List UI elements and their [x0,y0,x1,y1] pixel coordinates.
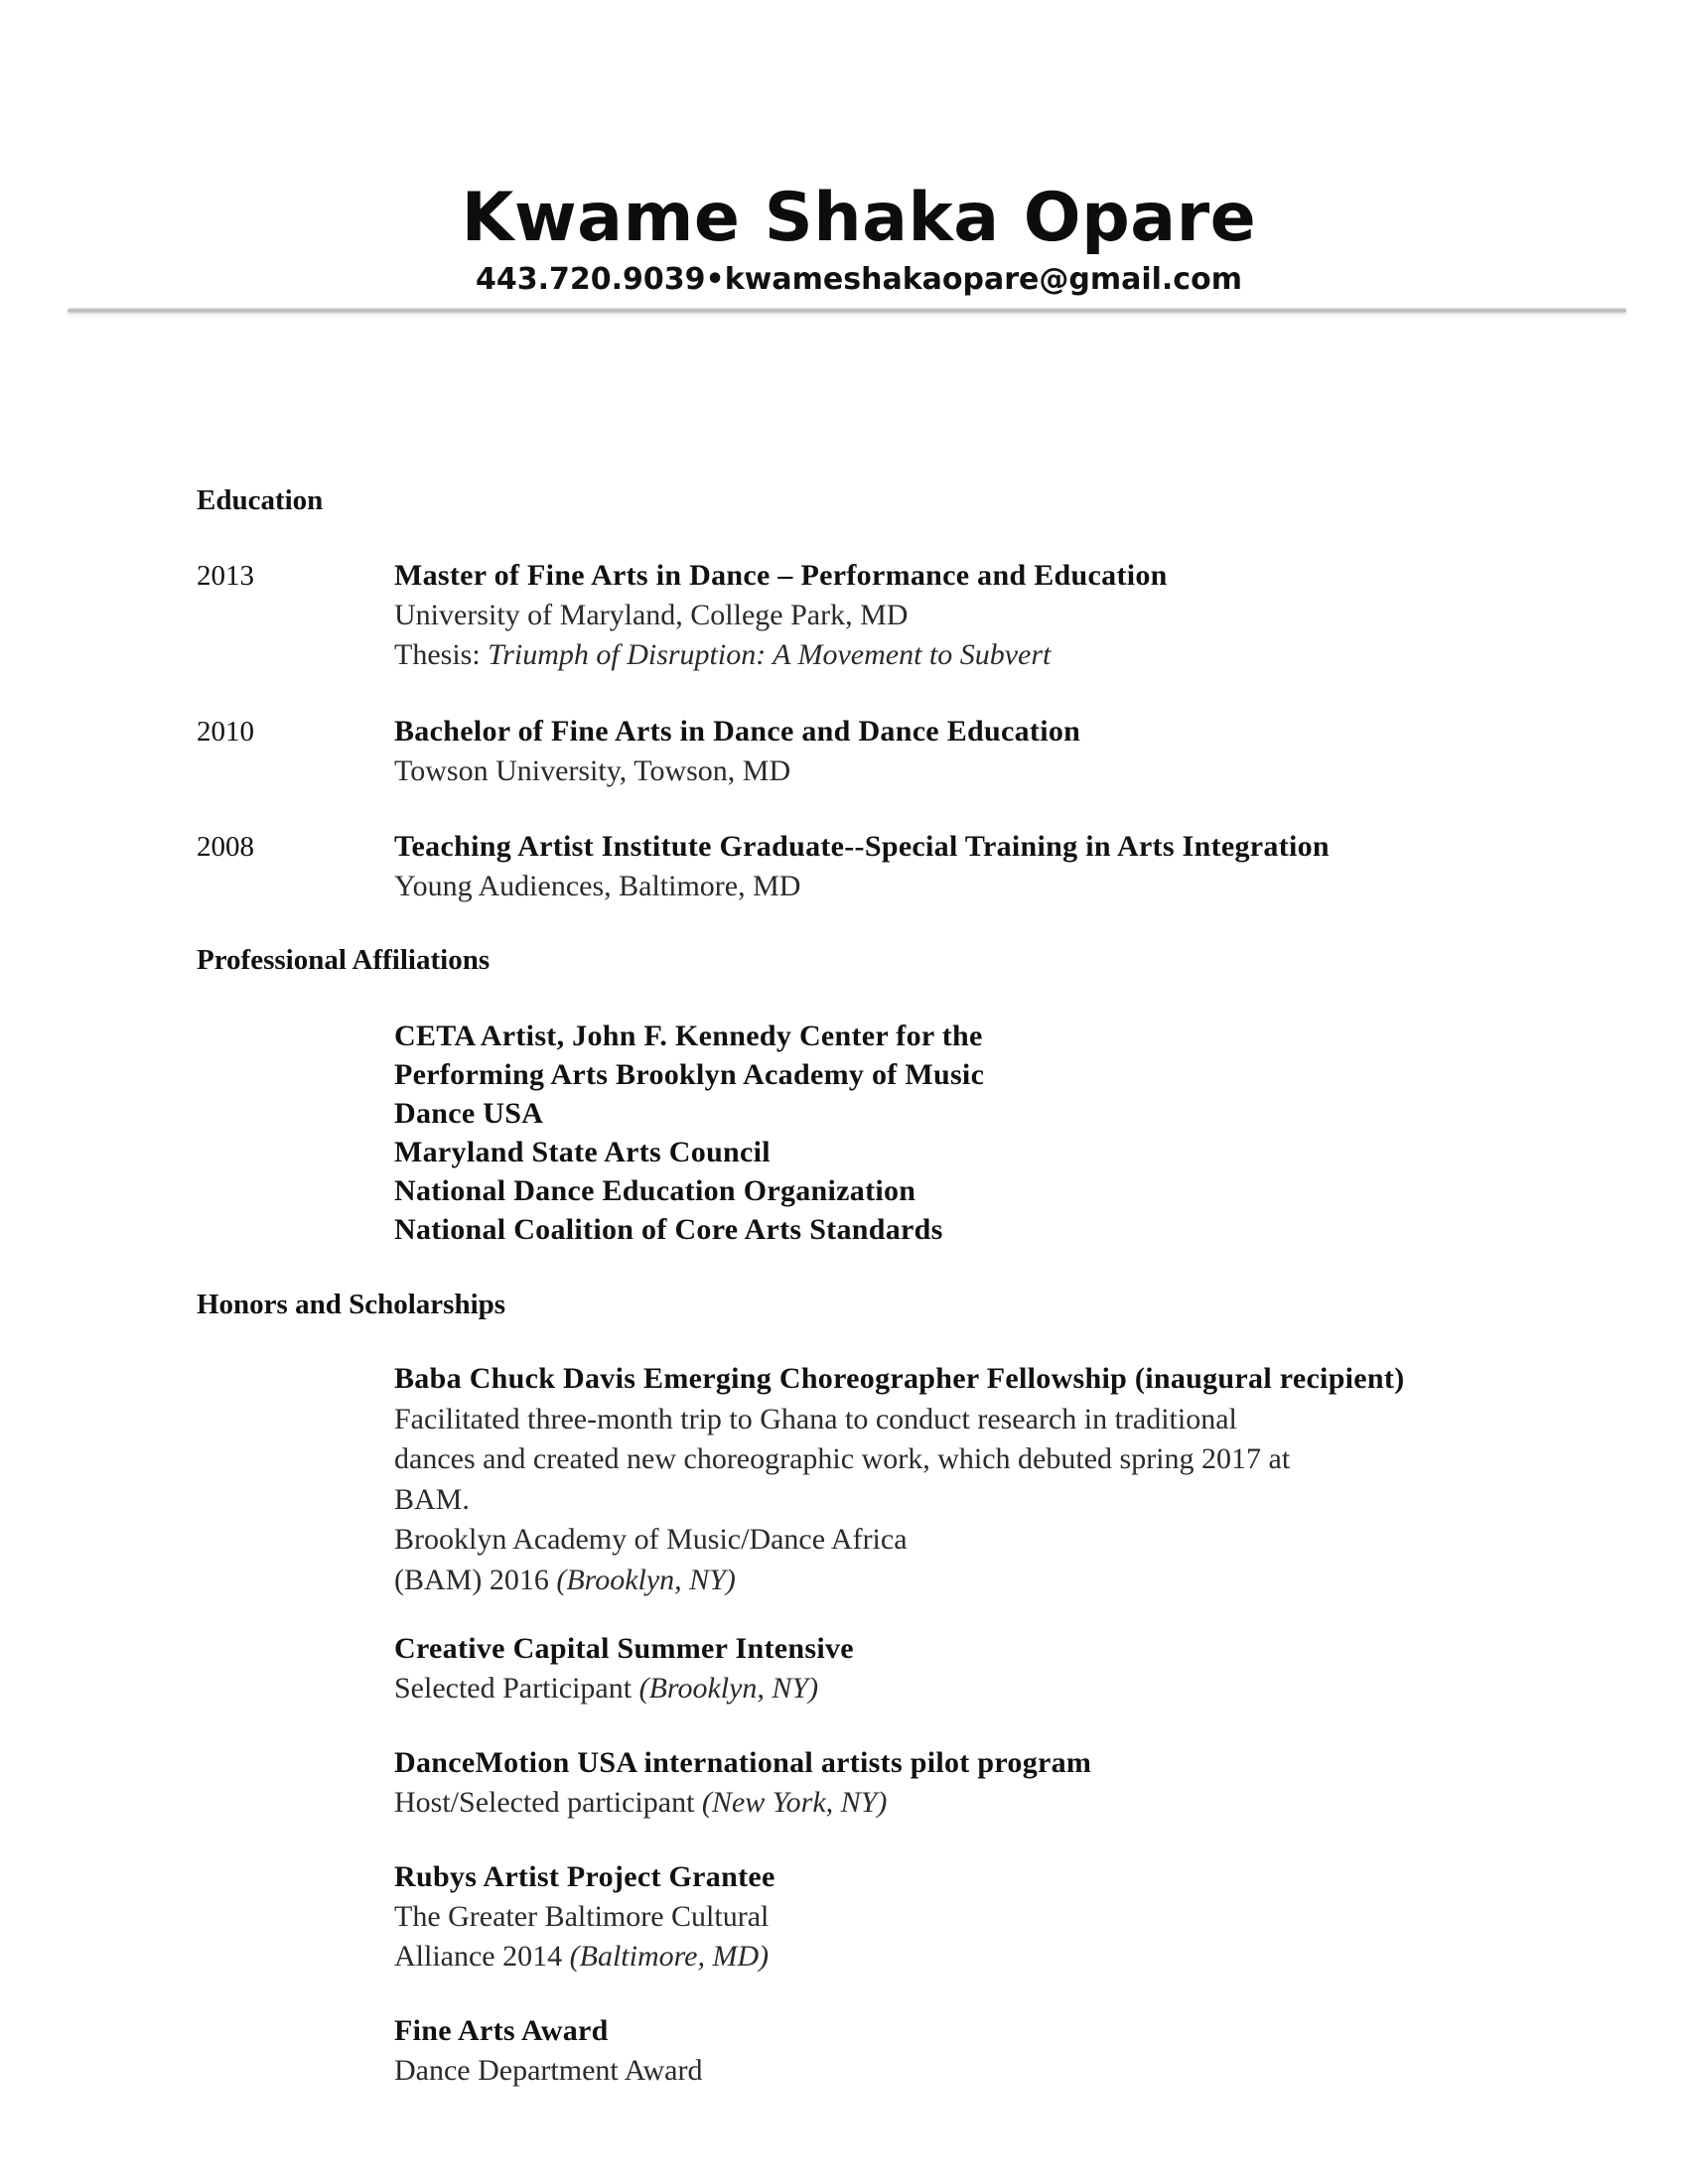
honor-description: Brooklyn Academy of Music/Dance Africa [394,1523,908,1556]
contact-line: 443.720.9039•kwameshakaopare@gmail.com [476,262,1242,297]
honor-description: Dance Department Award [394,2054,703,2087]
honor-location-line [394,1783,1635,1823]
affiliation-item: Performing Arts Brooklyn Academy of Music [394,1058,985,1091]
thesis-title: Triumph of Disruption: A Movement to Subvert [488,638,1052,671]
honor-description: dances and created new choreographic work, which debuted spring 2017 at [394,1442,1291,1475]
honor-location-line [394,1937,1635,1977]
honor-location: (Brooklyn, NY) [556,1563,736,1596]
honor-entry [394,1857,1635,1977]
honor-role: Host/Selected participant [394,1786,702,1819]
honor-location-line [394,1669,1635,1708]
honor-location: (Baltimore, MD) [569,1940,770,1973]
thesis-label: Thesis: [394,638,489,671]
honor-location: (New York, NY) [701,1786,888,1819]
section-heading-education: Education [197,484,324,516]
institution: University of Maryland, College Park, MD [394,599,909,631]
education-entry [394,556,1635,675]
institution: Towson University, Towson, MD [394,754,791,787]
honor-role: Selected Participant [394,1672,639,1705]
honor-description: The Greater Baltimore Cultural [394,1900,770,1933]
resume-header [0,179,1688,300]
affiliation-item: CETA Artist, John F. Kennedy Center for the [394,1020,983,1052]
honor-description: BAM. [394,1482,470,1516]
section-heading-affiliations: Professional Affiliations [197,944,491,976]
honor-entry [394,1359,1635,1600]
degree-title: Teaching Artist Institute Graduate--Special Training in Arts Integration [394,830,1330,863]
header-divider [68,308,1626,314]
honor-year: (BAM) 2016 [394,1563,557,1596]
honor-location: (Brooklyn, NY) [638,1672,819,1705]
affiliation-item: Dance USA [394,1097,544,1130]
education-year: 2008 [197,831,254,863]
affiliation-item: Maryland State Arts Council [394,1136,771,1168]
honor-title: Creative Capital Summer Intensive [394,1632,854,1665]
honor-title: Fine Arts Award [394,2014,609,2047]
affiliation-item: National Dance Education Organization [394,1174,916,1207]
affiliation-item: National Coalition of Core Arts Standards [394,1213,943,1246]
honor-year: Alliance 2014 [394,1940,570,1973]
honor-title: Rubys Artist Project Grantee [394,1860,775,1893]
thesis-line [394,635,1635,675]
section-heading-honors: Honors and Scholarships [197,1289,506,1320]
education-entry [394,827,1635,906]
honor-title: Baba Chuck Davis Emerging Choreographer Fellowship (inaugural recipient) [394,1362,1405,1395]
honor-entry [394,2011,1635,2091]
institution: Young Audiences, Baltimore, MD [394,870,801,902]
honor-entry [394,1743,1635,1823]
affiliations-list [394,1017,1635,1249]
honor-title: DanceMotion USA international artists pilot program [394,1746,1092,1779]
degree-title: Master of Fine Arts in Dance – Performance and Education [394,559,1168,592]
education-entry [394,712,1635,791]
applicant-name: Kwame Shaka Opare [461,179,1257,257]
honor-entry [394,1629,1635,1708]
education-year: 2013 [197,560,254,592]
honor-description: Facilitated three-month trip to Ghana to conduct research in traditional [394,1402,1237,1435]
honor-location-line [394,1561,1635,1601]
education-year: 2010 [197,716,254,748]
degree-title: Bachelor of Fine Arts in Dance and Dance Education [394,715,1081,748]
